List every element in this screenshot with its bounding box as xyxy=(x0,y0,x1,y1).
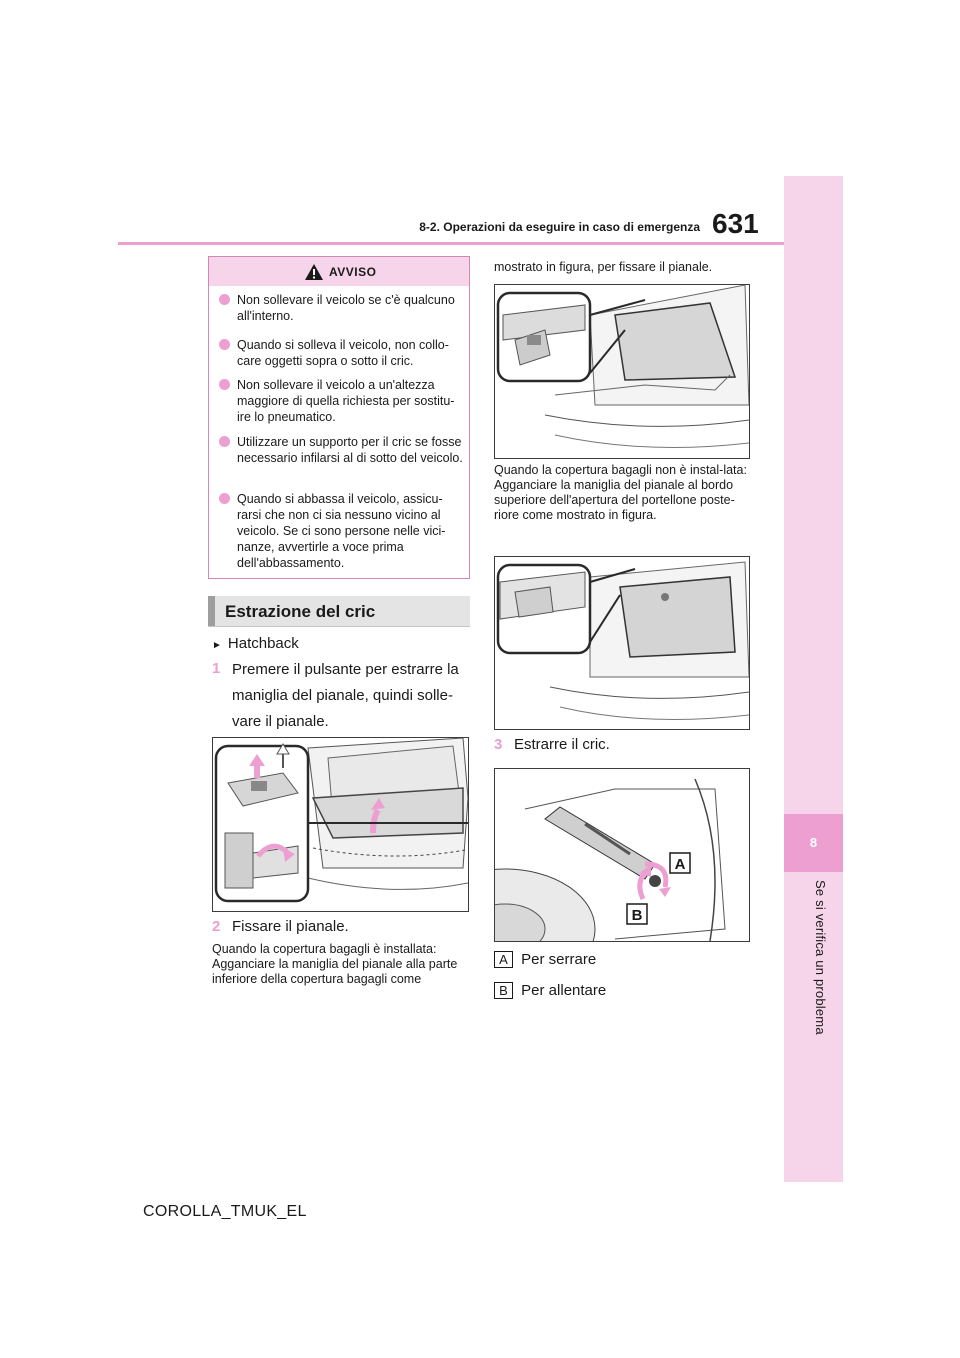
figure-jack-removal xyxy=(494,768,750,942)
figure-floor-hooked-cover xyxy=(494,284,750,459)
floor-hooked-cover-illustration xyxy=(495,285,749,458)
warning-triangle-icon xyxy=(304,263,324,281)
bullet-icon xyxy=(219,339,230,350)
warning-item: Non sollevare il veicolo se c'è qualcuno all'interno. xyxy=(219,292,465,324)
chapter-number: 8 xyxy=(784,814,843,872)
figure-floor-hooked-opening xyxy=(494,556,750,730)
legend-text-a: Per serrare xyxy=(521,951,597,968)
warning-header xyxy=(209,257,469,286)
note-cover-installed-cont: mostrato in figura, per fissare il pianale. xyxy=(494,260,713,274)
triangle-bullet-icon: ► xyxy=(212,640,222,651)
bullet-icon xyxy=(219,493,230,504)
jack-removal-illustration xyxy=(495,769,749,941)
note-cover-not-installed: Quando la copertura bagagli non è instal-lata: Agganciare la maniglia del pianale al bordo superiore dell'apertura del portellone poste-riore come mostrato in figura. xyxy=(494,463,747,522)
step-3: 3 Estrarre il cric. xyxy=(494,736,610,753)
legend-text-b: Per allentare xyxy=(521,982,607,999)
legend-item-a xyxy=(494,948,596,972)
warning-item: Non sollevare il veicolo a un'altezza maggiore di quella richiesta per sostitu-ire lo pneumatico. xyxy=(219,377,465,425)
warning-label: AVVISO xyxy=(329,265,377,279)
warning-item: Quando si abbassa il veicolo, assicu-rarsi che non ci sia nessuno vicino al veicolo. Se ci sono persone nelle vici-nanze, avvertirle a voce prima dell'abbassamento. xyxy=(219,491,465,571)
bullet-icon xyxy=(219,436,230,447)
note-cover-installed: Quando la copertura bagagli è installata: Agganciare la maniglia del pianale alla parte inferiore della copertura bagagli come xyxy=(212,942,458,986)
header-rule xyxy=(118,242,784,245)
variant-label: ► Hatchback xyxy=(212,635,299,652)
figure-floor-lift xyxy=(212,737,469,912)
warning-item: Utilizzare un supporto per il cric se fosse necessario infilarsi al di sotto del veicolo. xyxy=(219,434,465,466)
figure-label-b: B xyxy=(631,907,643,924)
section-heading xyxy=(208,596,470,627)
page-number: 631 xyxy=(712,208,759,239)
warning-item: Quando si solleva il veicolo, non collo-care oggetti sopra o sotto il cric. xyxy=(219,337,465,369)
chapter-label: Se si verifica un problema xyxy=(813,880,828,1035)
step-2: 2 Fissare il pianale. xyxy=(212,918,349,935)
bullet-icon xyxy=(219,294,230,305)
legend-item-b xyxy=(494,979,606,1003)
warning-box xyxy=(208,256,470,579)
floor-hooked-opening-illustration xyxy=(495,557,749,729)
figure-label-a: A xyxy=(674,856,686,873)
bullet-icon xyxy=(219,379,230,390)
legend-key-a: A xyxy=(494,951,513,968)
legend-key-b: B xyxy=(494,982,513,999)
floor-lift-illustration xyxy=(213,738,468,911)
section-title: Estrazione del cric xyxy=(225,602,376,621)
document-code: COROLLA_TMUK_EL xyxy=(143,1203,307,1220)
section-header-title: 8-2. Operazioni da eseguire in caso di emergenza xyxy=(419,220,700,234)
step-1: 1 Premere il pulsante per estrarre la maniglia del pianale, quindi solle-vare il pianale. xyxy=(212,660,459,730)
section-heading-bar xyxy=(208,596,215,626)
